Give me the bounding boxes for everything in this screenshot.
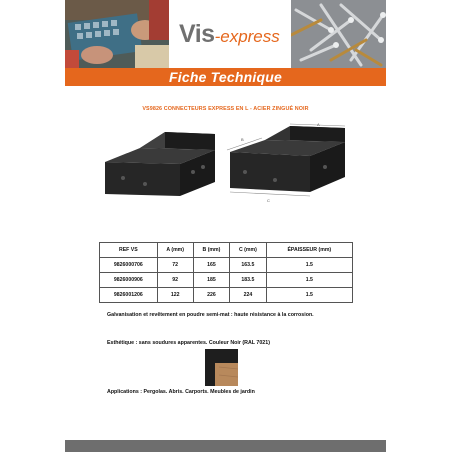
cell-ref: 9826001206 [100,288,158,303]
product-title: VS9826 CONNECTEURS EXPRESS EN L - ACIER ZINGUÉ NOIR [142,106,309,112]
cell-b: 226 [193,288,229,303]
vis-express-logo [179,20,289,50]
spec-table [99,242,353,303]
logo-main-text: Vis [179,20,215,48]
dim-label-c: C [267,198,270,203]
title-band [65,68,386,86]
cell-thickness: 1.5 [266,258,352,273]
table-row [100,258,353,273]
cell-ref: 9826000906 [100,273,158,288]
header [65,0,386,85]
header-photo-screws [291,0,386,68]
bracket-illustration-front [105,132,215,196]
footer-bar [65,440,386,452]
col-header-ref: REF VS [100,243,158,258]
cell-thickness: 1.5 [266,273,352,288]
bracket-installed-photo [205,349,238,386]
cell-b: 165 [193,258,229,273]
cell-a: 92 [157,273,193,288]
col-header-c: C (mm) [230,243,266,258]
table-header-row [100,243,353,258]
dim-label-a: A [317,122,320,127]
cell-c: 224 [230,288,266,303]
logo-suffix-text: -express [214,27,280,46]
aesthetic-description: Esthétique : sans soudures apparentes. Couleur Noir (RAL 7021) [107,340,270,346]
cell-ref: 9826000706 [100,258,158,273]
coating-description: Galvanisation et revêtement en poudre semi-mat : haute résistance à la corrosion. [107,312,314,318]
col-header-a: A (mm) [157,243,193,258]
col-header-thickness: ÉPAISSEUR (mm) [266,243,352,258]
cell-thickness: 1.5 [266,288,352,303]
applications-description: Applications : Pergolas. Abris. Carports. Meubles de jardin [107,389,255,395]
bracket-illustration-dimensions [227,124,345,196]
col-header-b: B (mm) [193,243,229,258]
product-images [105,122,355,210]
document-page [65,0,386,452]
cell-a: 122 [157,288,193,303]
cell-b: 185 [193,273,229,288]
cell-a: 72 [157,258,193,273]
table-row [100,273,353,288]
table-row [100,288,353,303]
dim-label-b: B [241,137,244,142]
band-title: Fiche Technique [169,69,282,85]
cell-c: 183.5 [230,273,266,288]
cell-c: 163.5 [230,258,266,273]
header-photo-tools [65,0,169,68]
